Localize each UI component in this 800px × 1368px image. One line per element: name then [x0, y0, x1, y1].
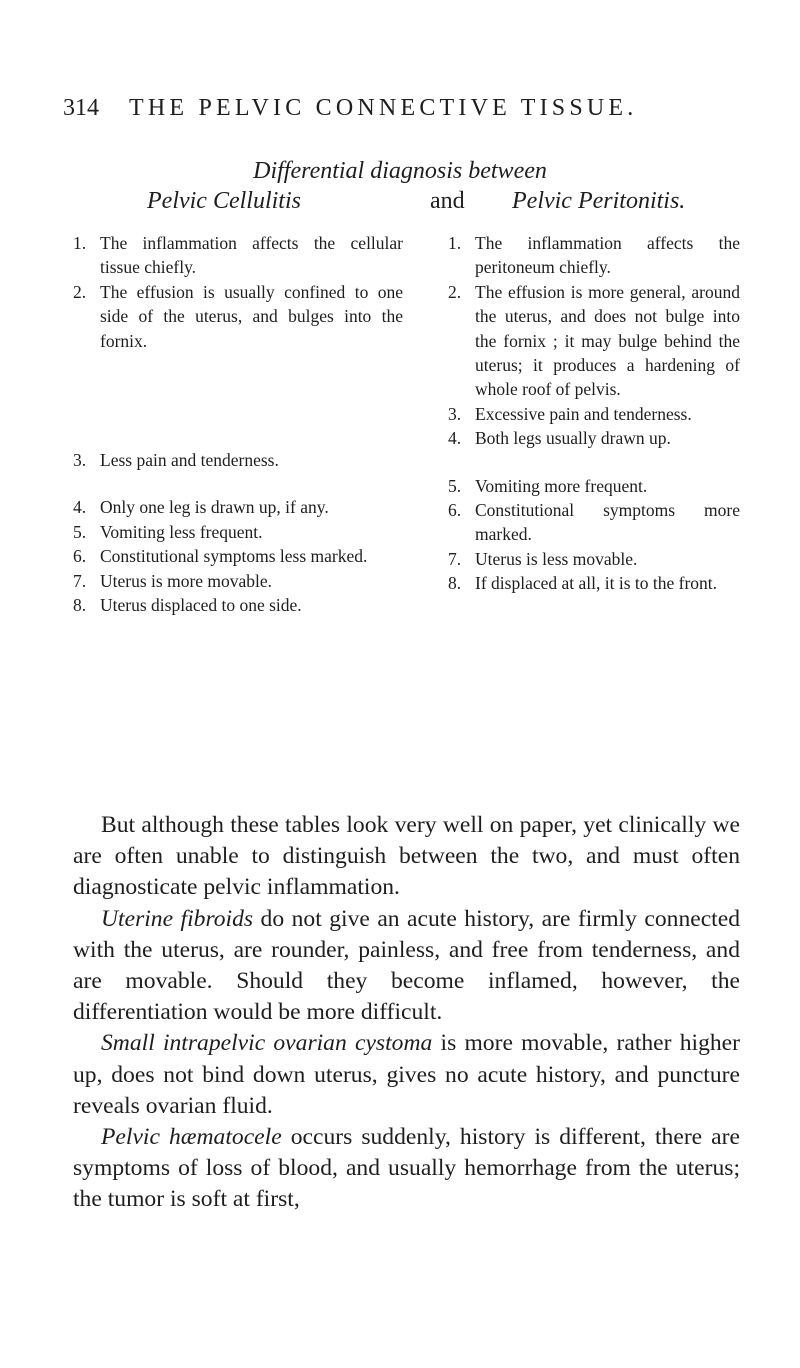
item-text: Both legs usually drawn up.: [475, 428, 671, 449]
peritonitis-item-3: [448, 402, 740, 426]
item-text: Constitutional symptoms less marked.: [100, 546, 368, 567]
cellulitis-item-6: [73, 544, 403, 568]
paragraph-text: do not give an acute history, are firmly connected with the uterus, are rounder, painless, and free from tenderness, and are movable. Should they become inflamed, however, the differentiation would be more difficult.: [73, 905, 741, 1026]
item-text: The effusion is more general, around the uterus, and does not bulge into the fornix ; it may bulge behind the uterus; it produces a hardening of whole roof of pelvis.: [475, 281, 740, 400]
paragraph-pelvic-haematocele: [73, 1122, 740, 1216]
item-text: Vomiting less frequent.: [100, 521, 263, 542]
item-text: Uterus displaced to one side.: [100, 595, 302, 616]
item-text: Constitutional symptoms more marked.: [475, 500, 740, 545]
item-text: Uterus is less movable.: [475, 548, 638, 569]
paragraph-text: is more movable, rather higher up, does not bind down uterus, gives no acute history, and puncture reveals ovarian fluid.: [73, 1030, 740, 1119]
item-number: 1.: [448, 233, 462, 253]
item-number: 4.: [448, 428, 462, 449]
peritonitis-item-8: [448, 571, 740, 595]
item-number: 4.: [73, 497, 87, 518]
item-number: 2.: [448, 281, 462, 302]
term-uterine-fibroids: Uterine fibroids: [101, 905, 254, 932]
item-number: 6.: [73, 546, 87, 567]
item-number: 2.: [73, 281, 87, 302]
peritonitis-item-6: [448, 498, 740, 547]
item-text: Uterus is more movable.: [100, 570, 273, 591]
cellulitis-item-5: [73, 520, 403, 544]
item-text: The inflammation affects the peritoneum chiefly.: [475, 233, 740, 278]
item-text: If displaced at all, it is to the front.: [475, 573, 718, 594]
item-number: 3.: [73, 450, 87, 471]
item-number: 5.: [448, 475, 462, 496]
left-column-heading: Pelvic Cellulitis: [147, 188, 301, 214]
body-text: [73, 810, 740, 1216]
cellulitis-column: [73, 231, 403, 617]
peritonitis-item-2: [448, 280, 740, 402]
item-number: 8.: [448, 573, 462, 594]
peritonitis-item-7: [448, 547, 740, 571]
paragraph-ovarian-cystoma: [73, 1028, 740, 1122]
table-column-headings: [0, 186, 800, 220]
cellulitis-item-2: [73, 280, 403, 353]
item-number: 8.: [73, 595, 87, 616]
term-pelvic-haematocele: Pelvic hæmatocele: [101, 1124, 282, 1151]
item-number: 6.: [448, 500, 462, 521]
item-text: The effusion is usually confined to one side of the uterus, and bulges into the fornix.: [100, 281, 403, 351]
table-title: Differential diagnosis between: [253, 158, 547, 184]
page-number: 314: [63, 95, 99, 121]
peritonitis-item-4: [448, 426, 740, 450]
peritonitis-item-5: [448, 474, 740, 498]
item-number: 1.: [73, 233, 87, 253]
cellulitis-item-1: [73, 231, 403, 280]
item-text: Less pain and tenderness.: [100, 450, 279, 471]
paragraph-tables-caveat: But although these tables look very well on paper, yet clinically we are often unable to distinguish between the two, and must often diagnosticate pelvic inflammation.: [73, 812, 740, 901]
peritonitis-item-1: [448, 231, 740, 280]
cellulitis-item-4: [73, 495, 403, 519]
item-text: Excessive pain and tenderness.: [475, 403, 692, 424]
cellulitis-item-3: [73, 448, 403, 472]
item-number: 7.: [73, 570, 87, 591]
running-head: [63, 94, 743, 122]
paragraph-uterine-fibroids: [73, 904, 740, 1029]
item-text: Only one leg is drawn up, if any.: [100, 497, 329, 518]
running-head-title: THE PELVIC CONNECTIVE TISSUE.: [129, 95, 638, 121]
item-text: The inflammation affects the cellular tissue chiefly.: [100, 233, 403, 278]
peritonitis-column: [448, 231, 740, 596]
heading-conjunction: and: [430, 188, 465, 214]
item-number: 7.: [448, 548, 462, 569]
item-text: Vomiting more frequent.: [475, 475, 648, 496]
cellulitis-item-7: [73, 569, 403, 593]
cellulitis-item-8: [73, 593, 403, 617]
term-ovarian-cystoma: Small intrapelvic ovarian cystoma: [101, 1030, 433, 1057]
paragraph-text: occurs suddenly, history is different, there are symptoms of loss of blood, and usually hemorrhage from the uterus; the tumor is soft at first,: [73, 1124, 740, 1213]
item-number: 5.: [73, 521, 87, 542]
item-number: 3.: [448, 403, 462, 424]
right-column-heading: Pelvic Peritonitis.: [512, 188, 686, 214]
